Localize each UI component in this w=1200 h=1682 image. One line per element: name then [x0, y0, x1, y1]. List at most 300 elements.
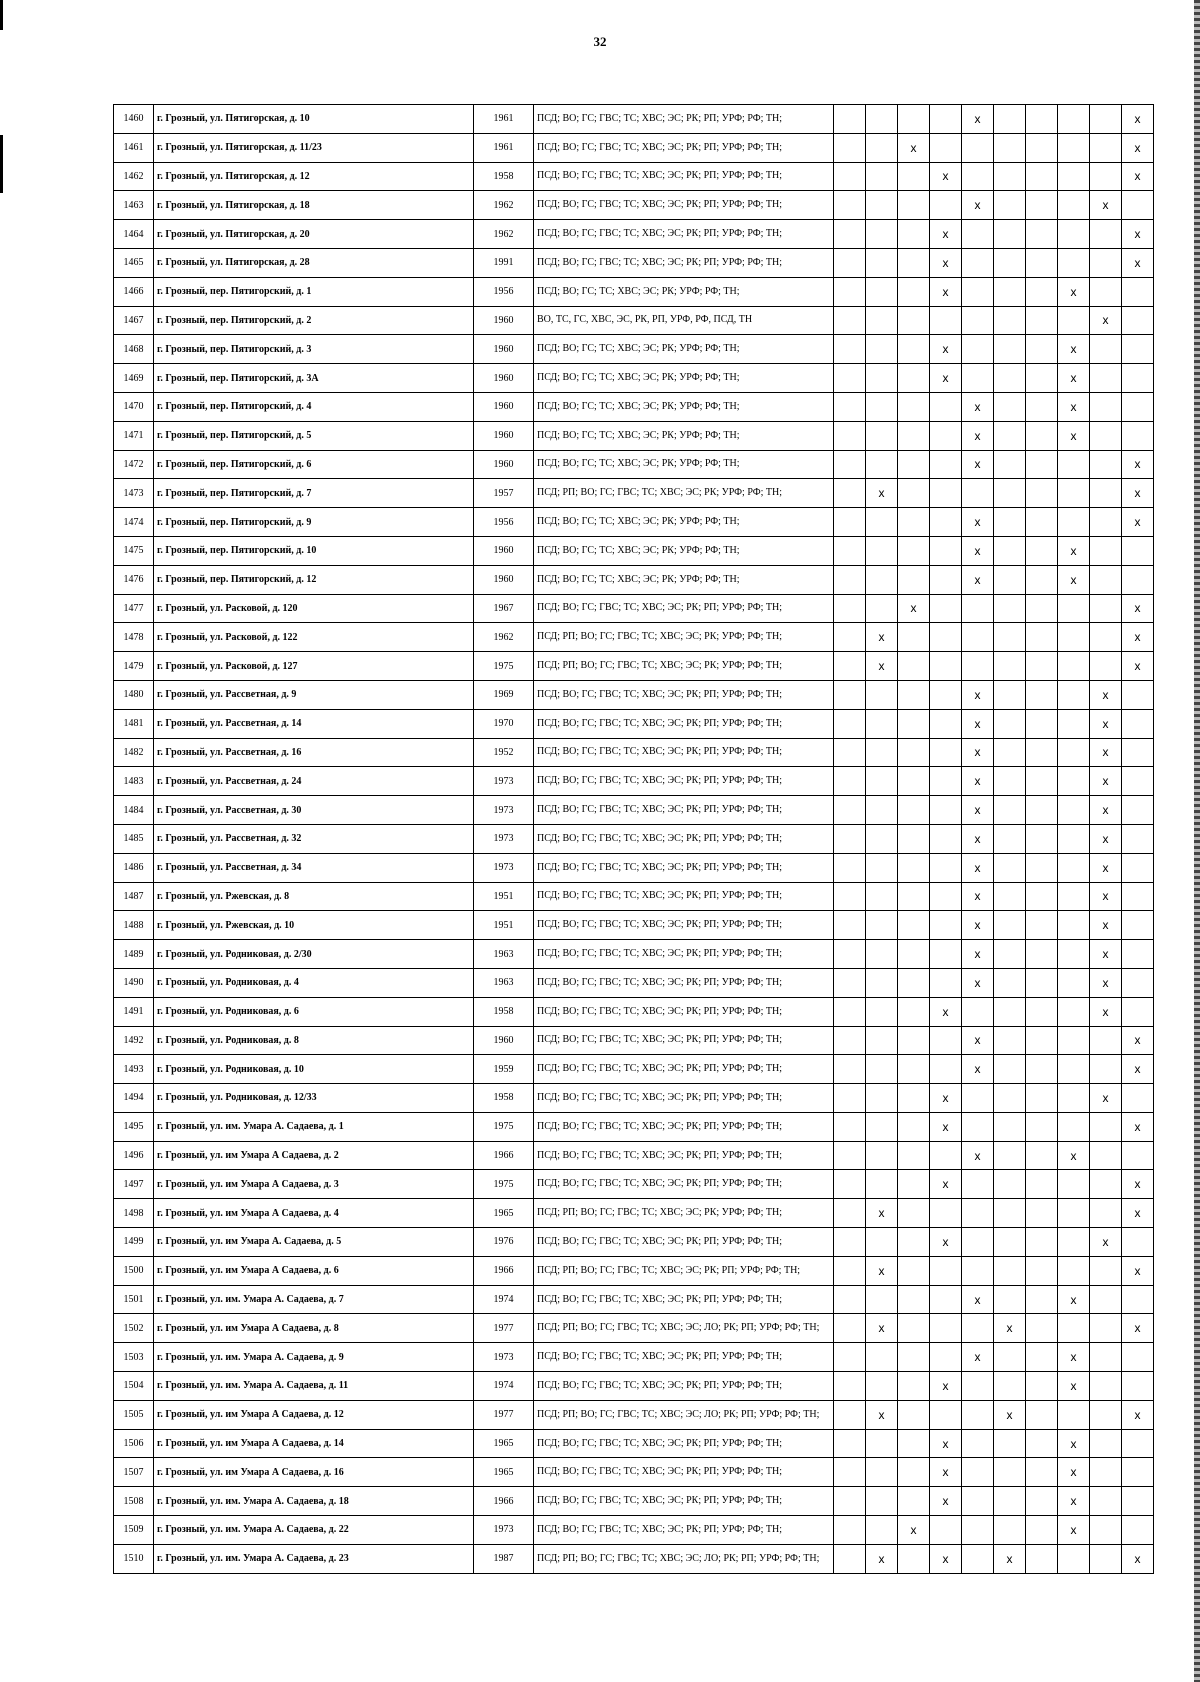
- mark-cell-7: [1026, 623, 1058, 652]
- mark-cell-2: [866, 1055, 898, 1084]
- mark-cell-8: [1058, 1084, 1090, 1113]
- x-mark: x: [878, 486, 885, 501]
- address-cell: г. Грозный, ул. им. Умара А. Садаева, д. 23: [154, 1544, 474, 1573]
- mark-cell-1: [834, 1141, 866, 1170]
- mark-cell-5: [962, 536, 994, 565]
- systems-cell: ПСД; ВО; ГС; ТС; ХВС; ЭС; РК; УРФ; РФ; ТН;: [534, 508, 834, 537]
- address-cell: г. Грозный, ул. Родниковая, д. 10: [154, 1055, 474, 1084]
- systems-cell: ПСД; ВО; ГС; ТС; ХВС; ЭС; РК; УРФ; РФ; ТН;: [534, 421, 834, 450]
- mark-cell-9: [1090, 248, 1122, 277]
- year-cell: 1960: [474, 364, 534, 393]
- address-cell: г. Грозный, пер. Пятигорский, д. 10: [154, 536, 474, 565]
- mark-cell-9: [1090, 479, 1122, 508]
- x-mark: x: [1102, 687, 1109, 702]
- mark-cell-5: [962, 1343, 994, 1372]
- x-mark: x: [974, 860, 981, 875]
- mark-cell-7: [1026, 594, 1058, 623]
- row-number-cell: 1509: [114, 1516, 154, 1545]
- mark-cell-10: [1122, 1544, 1154, 1573]
- mark-cell-1: [834, 277, 866, 306]
- mark-cell-6: [994, 536, 1026, 565]
- mark-cell-4: [930, 1026, 962, 1055]
- mark-cell-9: [1090, 1112, 1122, 1141]
- x-mark: x: [1070, 1378, 1077, 1393]
- mark-cell-2: [866, 1516, 898, 1545]
- address-cell: г. Грозный, пер. Пятигорский, д. 6: [154, 450, 474, 479]
- mark-cell-6: [994, 133, 1026, 162]
- year-cell: 1973: [474, 1343, 534, 1372]
- x-mark: x: [942, 284, 949, 299]
- mark-cell-5: [962, 796, 994, 825]
- mark-cell-7: [1026, 536, 1058, 565]
- mark-cell-4: [930, 1544, 962, 1573]
- mark-cell-7: [1026, 767, 1058, 796]
- year-cell: 1969: [474, 680, 534, 709]
- x-mark: x: [974, 687, 981, 702]
- mark-cell-8: [1058, 940, 1090, 969]
- x-mark: x: [974, 831, 981, 846]
- x-mark: x: [1134, 255, 1141, 270]
- mark-cell-3: [898, 277, 930, 306]
- mark-cell-5: [962, 1544, 994, 1573]
- mark-cell-5: [962, 1372, 994, 1401]
- mark-cell-7: [1026, 911, 1058, 940]
- row-number-cell: 1463: [114, 191, 154, 220]
- mark-cell-10: [1122, 421, 1154, 450]
- mark-cell-1: [834, 1084, 866, 1113]
- mark-cell-9: [1090, 335, 1122, 364]
- mark-cell-10: [1122, 1055, 1154, 1084]
- mark-cell-10: [1122, 738, 1154, 767]
- mark-cell-9: [1090, 1141, 1122, 1170]
- mark-cell-9: [1090, 1429, 1122, 1458]
- x-mark: x: [1102, 803, 1109, 818]
- mark-cell-4: [930, 1256, 962, 1285]
- address-cell: г. Грозный, ул. Пятигорская, д. 11/23: [154, 133, 474, 162]
- mark-cell-3: [898, 1372, 930, 1401]
- x-mark: x: [910, 140, 917, 155]
- mark-cell-1: [834, 940, 866, 969]
- x-mark: x: [878, 1263, 885, 1278]
- row-number-cell: 1496: [114, 1141, 154, 1170]
- mark-cell-4: [930, 1343, 962, 1372]
- systems-cell: ПСД; ВО; ГС; ТС; ХВС; ЭС; РК; УРФ; РФ; ТН;: [534, 335, 834, 364]
- mark-cell-3: [898, 306, 930, 335]
- row-number-cell: 1487: [114, 882, 154, 911]
- mark-cell-6: [994, 364, 1026, 393]
- x-mark: x: [1134, 486, 1141, 501]
- mark-cell-8: [1058, 968, 1090, 997]
- mark-cell-9: [1090, 536, 1122, 565]
- year-cell: 1957: [474, 479, 534, 508]
- mark-cell-3: [898, 594, 930, 623]
- mark-cell-9: [1090, 1544, 1122, 1573]
- mark-cell-4: [930, 796, 962, 825]
- address-cell: г. Грозный, ул. Пятигорская, д. 10: [154, 105, 474, 134]
- mark-cell-3: [898, 1199, 930, 1228]
- year-cell: 1960: [474, 392, 534, 421]
- mark-cell-9: [1090, 421, 1122, 450]
- mark-cell-10: [1122, 1516, 1154, 1545]
- x-mark: x: [942, 1465, 949, 1480]
- systems-cell: ПСД; ВО; ГС; ГВС; ТС; ХВС; ЭС; РК; РП; УРФ; РФ; ТН;: [534, 738, 834, 767]
- row-number-cell: 1497: [114, 1170, 154, 1199]
- mark-cell-5: [962, 1026, 994, 1055]
- mark-cell-10: [1122, 191, 1154, 220]
- year-cell: 1966: [474, 1487, 534, 1516]
- scan-edge-mark-middle: [0, 135, 3, 193]
- mark-cell-10: [1122, 1084, 1154, 1113]
- mark-cell-9: [1090, 1343, 1122, 1372]
- mark-cell-1: [834, 220, 866, 249]
- mark-cell-6: [994, 853, 1026, 882]
- mark-cell-10: [1122, 968, 1154, 997]
- mark-cell-2: [866, 853, 898, 882]
- address-cell: г. Грозный, ул. им Умара А Садаева, д. 12: [154, 1400, 474, 1429]
- mark-cell-6: [994, 623, 1026, 652]
- mark-cell-9: [1090, 796, 1122, 825]
- address-cell: г. Грозный, ул. Родниковая, д. 8: [154, 1026, 474, 1055]
- mark-cell-3: [898, 1343, 930, 1372]
- mark-cell-7: [1026, 335, 1058, 364]
- systems-cell: ПСД; РП; ВО; ГС; ГВС; ТС; ХВС; ЭС; ЛО; РК; РП; УРФ; РФ; ТН;: [534, 1400, 834, 1429]
- mark-cell-1: [834, 364, 866, 393]
- mark-cell-8: [1058, 1285, 1090, 1314]
- x-mark: x: [942, 1119, 949, 1134]
- mark-cell-2: [866, 1285, 898, 1314]
- mark-cell-3: [898, 997, 930, 1026]
- mark-cell-4: [930, 1487, 962, 1516]
- mark-cell-3: [898, 623, 930, 652]
- mark-cell-6: [994, 335, 1026, 364]
- mark-cell-9: [1090, 1256, 1122, 1285]
- mark-cell-2: [866, 1084, 898, 1113]
- x-mark: x: [974, 111, 981, 126]
- mark-cell-8: [1058, 508, 1090, 537]
- mark-cell-9: [1090, 1285, 1122, 1314]
- mark-cell-2: [866, 508, 898, 537]
- mark-cell-3: [898, 1256, 930, 1285]
- mark-cell-1: [834, 1055, 866, 1084]
- systems-cell: ПСД; ВО; ГС; ТС; ХВС; ЭС; РК; УРФ; РФ; ТН;: [534, 536, 834, 565]
- mark-cell-6: [994, 767, 1026, 796]
- mark-cell-4: [930, 1400, 962, 1429]
- x-mark: x: [942, 1494, 949, 1509]
- mark-cell-8: [1058, 536, 1090, 565]
- row-number-cell: 1494: [114, 1084, 154, 1113]
- table-row: [114, 191, 1154, 220]
- address-cell: г. Грозный, ул. им. Умара А. Садаева, д. 9: [154, 1343, 474, 1372]
- address-cell: г. Грозный, ул. Ржевская, д. 8: [154, 882, 474, 911]
- table-row: [114, 1343, 1154, 1372]
- address-cell: г. Грозный, ул. им. Умара А. Садаева, д. 18: [154, 1487, 474, 1516]
- x-mark: x: [1134, 630, 1141, 645]
- mark-cell-4: [930, 479, 962, 508]
- x-mark: x: [1134, 1177, 1141, 1192]
- mark-cell-1: [834, 191, 866, 220]
- x-mark: x: [1102, 1234, 1109, 1249]
- mark-cell-6: [994, 191, 1026, 220]
- mark-cell-8: [1058, 594, 1090, 623]
- mark-cell-5: [962, 306, 994, 335]
- row-number-cell: 1460: [114, 105, 154, 134]
- systems-cell: ПСД; ВО; ГС; ГВС; ТС; ХВС; ЭС; РК; РП; УРФ; РФ; ТН;: [534, 1285, 834, 1314]
- table-row: [114, 968, 1154, 997]
- table-row: [114, 1199, 1154, 1228]
- year-cell: 1965: [474, 1458, 534, 1487]
- mark-cell-10: [1122, 220, 1154, 249]
- mark-cell-8: [1058, 1112, 1090, 1141]
- mark-cell-6: [994, 1256, 1026, 1285]
- x-mark: x: [910, 1522, 917, 1537]
- systems-cell: ПСД; ВО; ГС; ГВС; ТС; ХВС; ЭС; РК; РП; УРФ; РФ; ТН;: [534, 1170, 834, 1199]
- year-cell: 1973: [474, 824, 534, 853]
- year-cell: 1961: [474, 105, 534, 134]
- mark-cell-8: [1058, 1170, 1090, 1199]
- mark-cell-9: [1090, 1055, 1122, 1084]
- x-mark: x: [878, 659, 885, 674]
- mark-cell-7: [1026, 248, 1058, 277]
- mark-cell-4: [930, 335, 962, 364]
- mark-cell-2: [866, 536, 898, 565]
- mark-cell-8: [1058, 997, 1090, 1026]
- row-number-cell: 1465: [114, 248, 154, 277]
- mark-cell-1: [834, 1343, 866, 1372]
- mark-cell-2: [866, 882, 898, 911]
- address-cell: г. Грозный, ул. Расковой, д. 127: [154, 652, 474, 681]
- table-row: [114, 680, 1154, 709]
- address-cell: г. Грозный, ул. Рассветная, д. 14: [154, 709, 474, 738]
- x-mark: x: [1134, 515, 1141, 530]
- row-number-cell: 1477: [114, 594, 154, 623]
- address-cell: г. Грозный, ул. Пятигорская, д. 28: [154, 248, 474, 277]
- row-number-cell: 1489: [114, 940, 154, 969]
- scan-edge-strip: [1194, 0, 1200, 1682]
- mark-cell-5: [962, 162, 994, 191]
- mark-cell-4: [930, 1170, 962, 1199]
- mark-cell-5: [962, 450, 994, 479]
- mark-cell-3: [898, 1084, 930, 1113]
- mark-cell-10: [1122, 105, 1154, 134]
- mark-cell-1: [834, 882, 866, 911]
- mark-cell-4: [930, 277, 962, 306]
- x-mark: x: [974, 975, 981, 990]
- mark-cell-3: [898, 652, 930, 681]
- x-mark: x: [1102, 774, 1109, 789]
- mark-cell-6: [994, 1228, 1026, 1257]
- mark-cell-5: [962, 853, 994, 882]
- mark-cell-10: [1122, 508, 1154, 537]
- row-number-cell: 1502: [114, 1314, 154, 1343]
- mark-cell-10: [1122, 450, 1154, 479]
- mark-cell-5: [962, 248, 994, 277]
- table-row: [114, 421, 1154, 450]
- mark-cell-4: [930, 1055, 962, 1084]
- mark-cell-10: [1122, 1400, 1154, 1429]
- mark-cell-2: [866, 1314, 898, 1343]
- table-row: [114, 133, 1154, 162]
- year-cell: 1960: [474, 536, 534, 565]
- x-mark: x: [1006, 1407, 1013, 1422]
- mark-cell-10: [1122, 1199, 1154, 1228]
- table-row: [114, 1112, 1154, 1141]
- row-number-cell: 1500: [114, 1256, 154, 1285]
- x-mark: x: [1134, 1033, 1141, 1048]
- table-row: [114, 623, 1154, 652]
- mark-cell-2: [866, 911, 898, 940]
- x-mark: x: [1134, 169, 1141, 184]
- mark-cell-5: [962, 911, 994, 940]
- mark-cell-9: [1090, 738, 1122, 767]
- mark-cell-9: [1090, 1170, 1122, 1199]
- mark-cell-7: [1026, 1026, 1058, 1055]
- mark-cell-9: [1090, 968, 1122, 997]
- mark-cell-7: [1026, 277, 1058, 306]
- row-number-cell: 1485: [114, 824, 154, 853]
- systems-cell: ПСД; РП; ВО; ГС; ГВС; ТС; ХВС; ЭС; РК; РП; УРФ; РФ; ТН;: [534, 1256, 834, 1285]
- mark-cell-2: [866, 364, 898, 393]
- mark-cell-6: [994, 277, 1026, 306]
- systems-cell: ПСД; ВО; ГС; ГВС; ТС; ХВС; ЭС; РК; РП; УРФ; РФ; ТН;: [534, 680, 834, 709]
- x-mark: x: [1134, 227, 1141, 242]
- x-mark: x: [942, 1004, 949, 1019]
- mark-cell-8: [1058, 1199, 1090, 1228]
- mark-cell-10: [1122, 767, 1154, 796]
- mark-cell-10: [1122, 652, 1154, 681]
- table-row: [114, 1170, 1154, 1199]
- mark-cell-5: [962, 997, 994, 1026]
- mark-cell-5: [962, 1487, 994, 1516]
- mark-cell-7: [1026, 1429, 1058, 1458]
- mark-cell-8: [1058, 796, 1090, 825]
- mark-cell-1: [834, 1170, 866, 1199]
- mark-cell-1: [834, 479, 866, 508]
- mark-cell-3: [898, 1026, 930, 1055]
- x-mark: x: [942, 227, 949, 242]
- x-mark: x: [1102, 947, 1109, 961]
- mark-cell-4: [930, 709, 962, 738]
- mark-cell-3: [898, 1141, 930, 1170]
- x-mark: x: [974, 1350, 981, 1365]
- mark-cell-10: [1122, 911, 1154, 940]
- mark-cell-3: [898, 968, 930, 997]
- mark-cell-3: [898, 1170, 930, 1199]
- mark-cell-4: [930, 133, 962, 162]
- mark-cell-1: [834, 652, 866, 681]
- year-cell: 1966: [474, 1256, 534, 1285]
- systems-cell: ПСД; ВО; ГС; ГВС; ТС; ХВС; ЭС; РК; РП; УРФ; РФ; ТН;: [534, 220, 834, 249]
- mark-cell-3: [898, 1429, 930, 1458]
- mark-cell-2: [866, 191, 898, 220]
- year-cell: 1963: [474, 940, 534, 969]
- x-mark: x: [1134, 1119, 1141, 1134]
- year-cell: 1991: [474, 248, 534, 277]
- systems-cell: ПСД; ВО; ГС; ГВС; ТС; ХВС; ЭС; РК; РП; УРФ; РФ; ТН;: [534, 1458, 834, 1487]
- mark-cell-4: [930, 594, 962, 623]
- row-number-cell: 1510: [114, 1544, 154, 1573]
- mark-cell-7: [1026, 853, 1058, 882]
- row-number-cell: 1499: [114, 1228, 154, 1257]
- mark-cell-8: [1058, 392, 1090, 421]
- systems-cell: ПСД; ВО; ГС; ТС; ХВС; ЭС; РК; УРФ; РФ; ТН;: [534, 450, 834, 479]
- row-number-cell: 1473: [114, 479, 154, 508]
- row-number-cell: 1481: [114, 709, 154, 738]
- systems-cell: ПСД; ВО; ГС; ГВС; ТС; ХВС; ЭС; РК; РП; УРФ; РФ; ТН;: [534, 248, 834, 277]
- table-row: [114, 1400, 1154, 1429]
- mark-cell-3: [898, 565, 930, 594]
- mark-cell-1: [834, 1314, 866, 1343]
- mark-cell-9: [1090, 364, 1122, 393]
- row-number-cell: 1467: [114, 306, 154, 335]
- mark-cell-10: [1122, 1170, 1154, 1199]
- mark-cell-3: [898, 853, 930, 882]
- year-cell: 1973: [474, 1516, 534, 1545]
- mark-cell-8: [1058, 277, 1090, 306]
- mark-cell-5: [962, 738, 994, 767]
- mark-cell-4: [930, 105, 962, 134]
- mark-cell-6: [994, 1199, 1026, 1228]
- table-row: [114, 652, 1154, 681]
- mark-cell-4: [930, 421, 962, 450]
- mark-cell-3: [898, 767, 930, 796]
- x-mark: x: [1102, 975, 1109, 990]
- x-mark: x: [974, 1148, 981, 1163]
- mark-cell-8: [1058, 853, 1090, 882]
- mark-cell-5: [962, 623, 994, 652]
- mark-cell-3: [898, 1055, 930, 1084]
- mark-cell-8: [1058, 565, 1090, 594]
- mark-cell-8: [1058, 824, 1090, 853]
- mark-cell-4: [930, 1228, 962, 1257]
- row-number-cell: 1480: [114, 680, 154, 709]
- mark-cell-7: [1026, 508, 1058, 537]
- row-number-cell: 1472: [114, 450, 154, 479]
- mark-cell-1: [834, 1400, 866, 1429]
- mark-cell-7: [1026, 421, 1058, 450]
- mark-cell-8: [1058, 1314, 1090, 1343]
- mark-cell-7: [1026, 364, 1058, 393]
- mark-cell-3: [898, 105, 930, 134]
- systems-cell: ПСД; ВО; ГС; ГВС; ТС; ХВС; ЭС; РК; РП; УРФ; РФ; ТН;: [534, 1429, 834, 1458]
- row-number-cell: 1476: [114, 565, 154, 594]
- mark-cell-10: [1122, 536, 1154, 565]
- systems-cell: ПСД; ВО; ГС; ТС; ХВС; ЭС; РК; УРФ; РФ; ТН;: [534, 364, 834, 393]
- mark-cell-7: [1026, 796, 1058, 825]
- mark-cell-6: [994, 220, 1026, 249]
- mark-cell-7: [1026, 709, 1058, 738]
- mark-cell-6: [994, 392, 1026, 421]
- year-cell: 1960: [474, 421, 534, 450]
- year-cell: 1960: [474, 306, 534, 335]
- mark-cell-10: [1122, 1285, 1154, 1314]
- mark-cell-8: [1058, 1055, 1090, 1084]
- x-mark: x: [1134, 111, 1141, 126]
- mark-cell-1: [834, 767, 866, 796]
- year-cell: 1966: [474, 1141, 534, 1170]
- mark-cell-8: [1058, 1343, 1090, 1372]
- mark-cell-9: [1090, 105, 1122, 134]
- x-mark: x: [1134, 140, 1141, 155]
- mark-cell-2: [866, 623, 898, 652]
- mark-cell-8: [1058, 1544, 1090, 1573]
- mark-cell-2: [866, 680, 898, 709]
- mark-cell-5: [962, 1429, 994, 1458]
- row-number-cell: 1486: [114, 853, 154, 882]
- mark-cell-4: [930, 882, 962, 911]
- mark-cell-10: [1122, 392, 1154, 421]
- x-mark: x: [1006, 1551, 1013, 1566]
- table-row: [114, 1372, 1154, 1401]
